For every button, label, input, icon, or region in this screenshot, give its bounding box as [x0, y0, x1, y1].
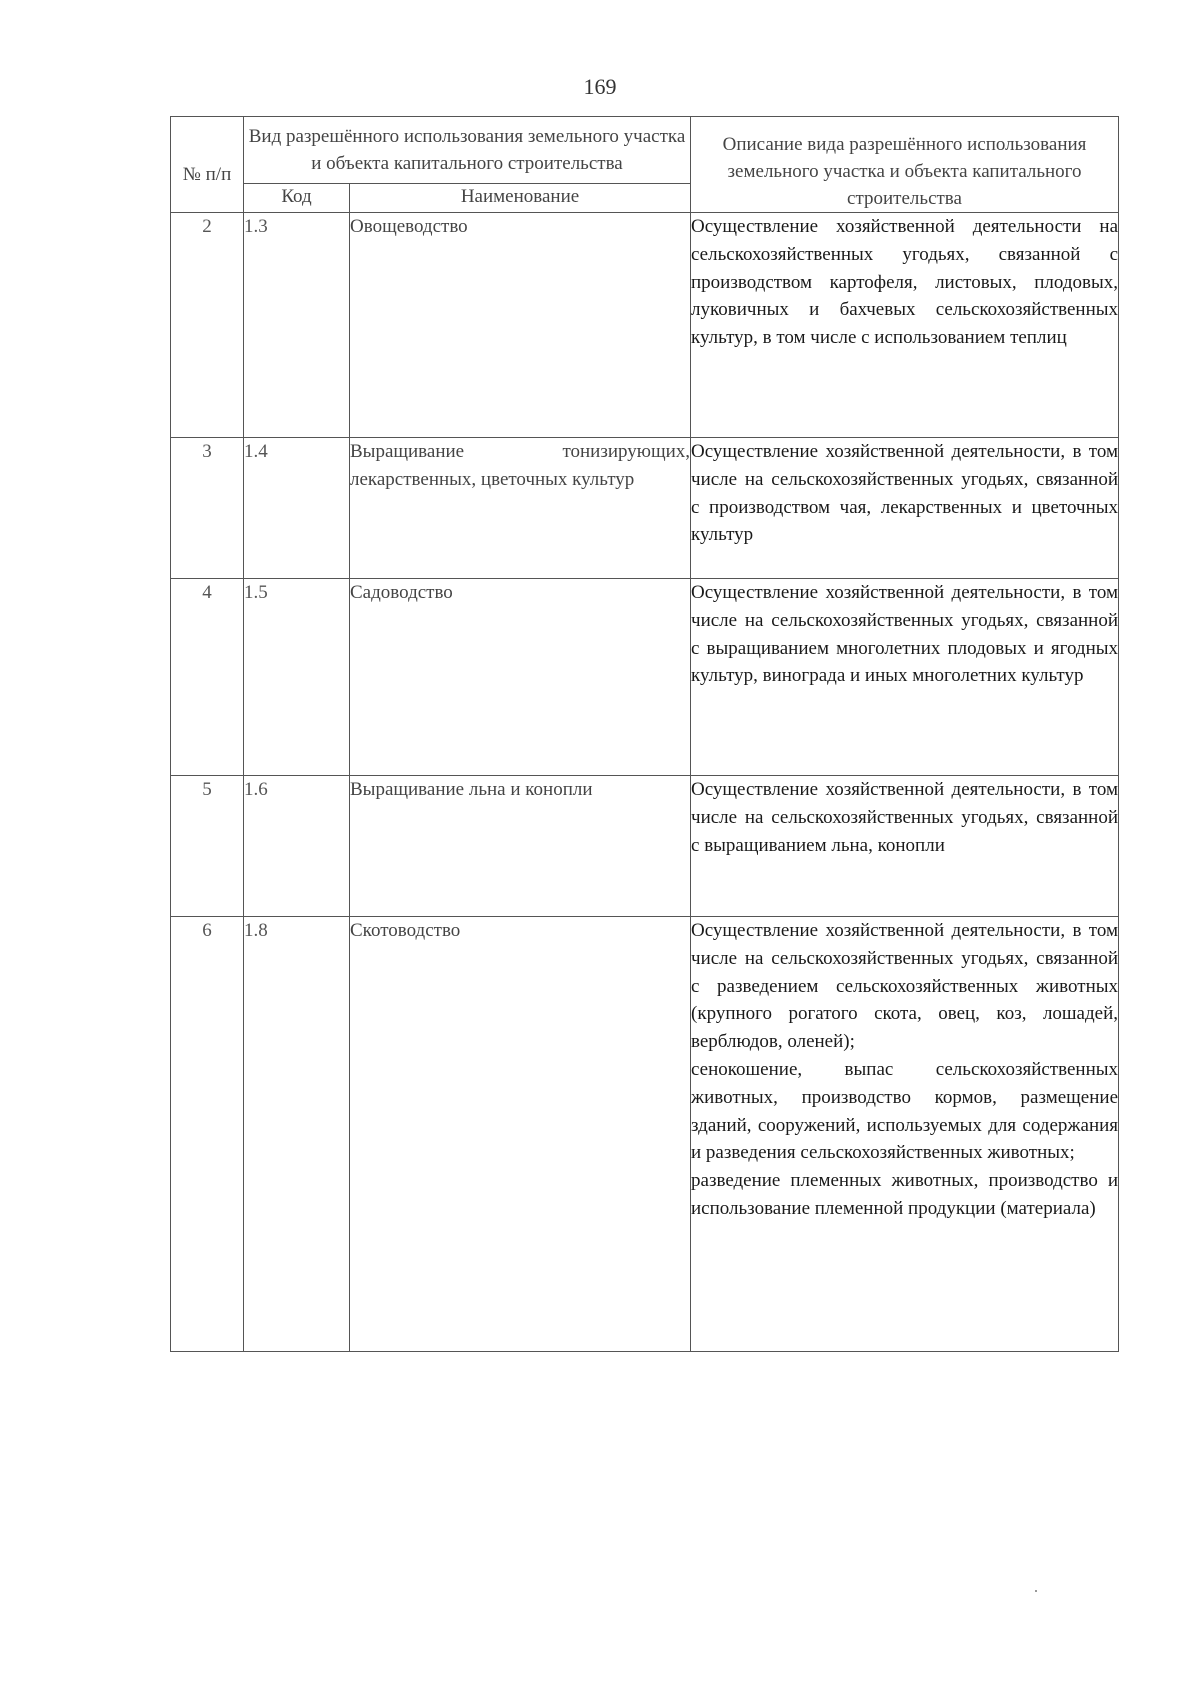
row-description	[691, 776, 1119, 917]
table-row	[171, 438, 1119, 579]
description-paragraph: разведение племенных животных, производство и использование племенной продукции (материала)	[691, 1170, 1119, 1219]
row-num: 3	[171, 438, 244, 579]
table-row	[171, 917, 1119, 1352]
row-description	[691, 917, 1119, 1352]
row-name: Выращивание тонизирующих, лекарственных, цветочных культур	[350, 438, 691, 579]
description-paragraph: Осуществление хозяйственной деятельности, в том числе на сельскохозяйственных угодьях, связанной с выращиванием льна, конопли	[691, 779, 1119, 856]
row-code: 1.6	[244, 776, 350, 917]
description-paragraph: Осуществление хозяйственной деятельности, в том числе на сельскохозяйственных угодьях, связанной с разведением сельскохозяйственных животных (крупного рогатого скота, овец, коз, лошадей, верблюдов, оленей);	[691, 920, 1119, 1053]
row-code: 1.8	[244, 917, 350, 1352]
scan-speck	[1035, 1590, 1037, 1592]
row-code: 1.4	[244, 438, 350, 579]
row-num: 2	[171, 213, 244, 438]
description-paragraph: сенокошение, выпас сельскохозяйственных животных, производство кормов, размещение зданий, сооружений, используемых для содержания и разведения сельскохозяйственных животных;	[691, 1058, 1119, 1164]
page-number: 169	[583, 74, 617, 99]
row-code: 1.3	[244, 213, 350, 438]
row-description	[691, 213, 1119, 438]
table-header	[171, 117, 1119, 213]
row-name: Скотоводство	[350, 917, 691, 1352]
table-row	[171, 579, 1119, 776]
row-description	[691, 438, 1119, 579]
row-description	[691, 579, 1119, 776]
header-name: Наименование	[350, 183, 691, 212]
row-num: 6	[171, 917, 244, 1352]
header-num: № п/п	[171, 117, 244, 213]
row-name: Выращивание льна и конопли	[350, 776, 691, 917]
row-code: 1.5	[244, 579, 350, 776]
row-num: 4	[171, 579, 244, 776]
land-use-table	[170, 116, 1119, 1352]
row-num: 5	[171, 776, 244, 917]
header-description: Описание вида разрешённого использования земельного участка и объекта капитального строительства	[691, 117, 1119, 213]
row-name: Садоводство	[350, 579, 691, 776]
row-name: Овощеводство	[350, 213, 691, 438]
header-use-type: Вид разрешённого использования земельного участка и объекта капитального строительства	[244, 117, 691, 184]
table-row	[171, 776, 1119, 917]
description-paragraph: Осуществление хозяйственной деятельности, в том числе на сельскохозяйственных угодьях, связанной с производством чая, лекарственных и цветочных культур	[691, 441, 1119, 546]
description-paragraph: Осуществление хозяйственной деятельности, в том числе на сельскохозяйственных угодьях, связанной с выращиванием многолетних плодовых и ягодных культур, винограда и иных многолетних культур	[691, 582, 1119, 687]
table-row	[171, 213, 1119, 438]
description-paragraph: Осуществление хозяйственной деятельности на сельскохозяйственных угодьях, связанной с производством картофеля, листовых, плодовых, луковичных и бахчевых сельскохозяйственных культур, в том числе с использованием теплиц	[691, 216, 1119, 349]
header-code: Код	[244, 183, 350, 212]
table-body	[171, 213, 1119, 1352]
